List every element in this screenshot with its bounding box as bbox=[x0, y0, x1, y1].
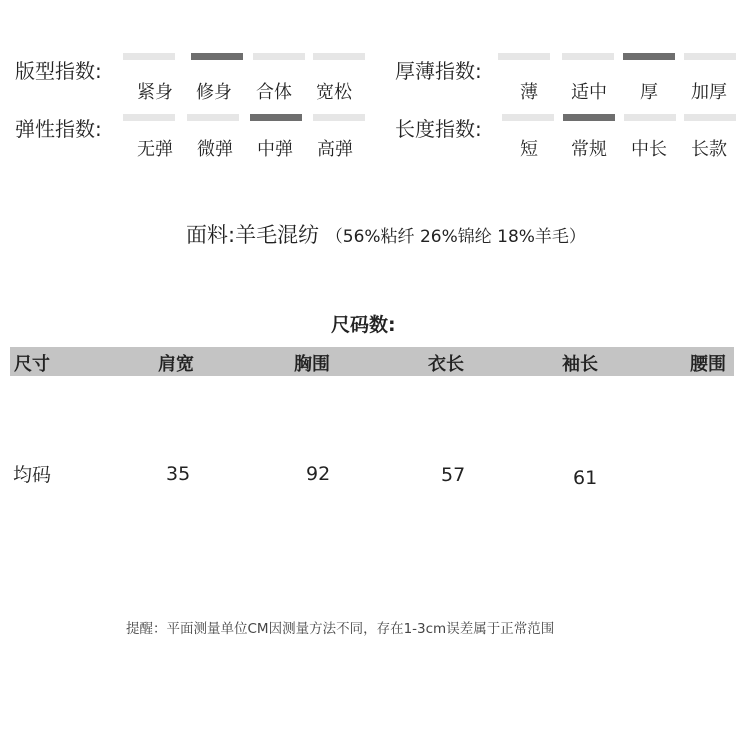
elasticity-bar-4 bbox=[313, 114, 365, 121]
elasticity-bar-1 bbox=[123, 114, 175, 121]
length-index-title: 长度指数: bbox=[395, 117, 482, 141]
thickness-bar-1 bbox=[498, 53, 550, 60]
fabric-line bbox=[186, 219, 586, 249]
length-option: 长款 bbox=[691, 139, 727, 160]
elasticity-option: 中弹 bbox=[257, 139, 293, 160]
fit-index-title: 版型指数: bbox=[15, 59, 102, 83]
length-bar-1 bbox=[502, 114, 554, 121]
header-waist: 腰围 bbox=[690, 354, 726, 375]
fit-option: 紧身 bbox=[137, 82, 173, 103]
length-option: 中长 bbox=[631, 139, 667, 160]
thickness-bar-3 bbox=[623, 53, 675, 60]
length-bar-2 bbox=[563, 114, 615, 121]
length-option: 常规 bbox=[571, 139, 607, 160]
elasticity-option: 微弹 bbox=[197, 139, 233, 160]
cell-shoulder: 35 bbox=[166, 463, 191, 485]
cell-size: 均码 bbox=[13, 464, 52, 486]
fabric-name: 羊毛混纺 bbox=[235, 223, 320, 247]
elasticity-bar-2 bbox=[187, 114, 239, 121]
thickness-option: 厚 bbox=[640, 82, 658, 103]
fit-bar-4 bbox=[313, 53, 365, 60]
thickness-option: 加厚 bbox=[691, 82, 727, 103]
fabric-label: 面料: bbox=[186, 223, 236, 247]
length-bar-3 bbox=[624, 114, 676, 121]
length-option: 短 bbox=[520, 139, 538, 160]
elasticity-index-title: 弹性指数: bbox=[15, 117, 102, 141]
elasticity-bar-3 bbox=[250, 114, 302, 121]
fit-bar-1 bbox=[123, 53, 175, 60]
thickness-option: 薄 bbox=[520, 82, 538, 103]
fit-bar-3 bbox=[253, 53, 305, 60]
fit-option: 修身 bbox=[196, 82, 232, 103]
header-size: 尺寸 bbox=[14, 354, 50, 375]
fit-bar-2 bbox=[191, 53, 243, 60]
size-table-header bbox=[10, 347, 734, 376]
thickness-bar-2 bbox=[562, 53, 614, 60]
fabric-composition: （56%粘纤 26%锦纶 18%羊毛） bbox=[325, 227, 586, 247]
elasticity-option: 高弹 bbox=[317, 139, 353, 160]
header-length: 衣长 bbox=[428, 354, 464, 375]
thickness-option: 适中 bbox=[571, 82, 607, 103]
header-chest: 胸围 bbox=[294, 354, 330, 375]
fit-option: 合体 bbox=[256, 82, 292, 103]
header-shoulder: 肩宽 bbox=[158, 354, 194, 375]
cell-chest: 92 bbox=[306, 463, 331, 485]
elasticity-option: 无弹 bbox=[137, 139, 173, 160]
cell-sleeve: 61 bbox=[573, 467, 598, 489]
size-table-title: 尺码数: bbox=[331, 314, 396, 336]
header-sleeve: 袖长 bbox=[562, 354, 598, 375]
length-bar-4 bbox=[684, 114, 736, 121]
thickness-bar-4 bbox=[684, 53, 736, 60]
fit-option: 宽松 bbox=[316, 82, 352, 103]
measurement-note: 提醒：平面测量单位CM因测量方法不同，存在1-3cm误差属于正常范围 bbox=[126, 621, 555, 637]
thickness-index-title: 厚薄指数: bbox=[395, 59, 482, 83]
cell-length: 57 bbox=[441, 464, 466, 486]
